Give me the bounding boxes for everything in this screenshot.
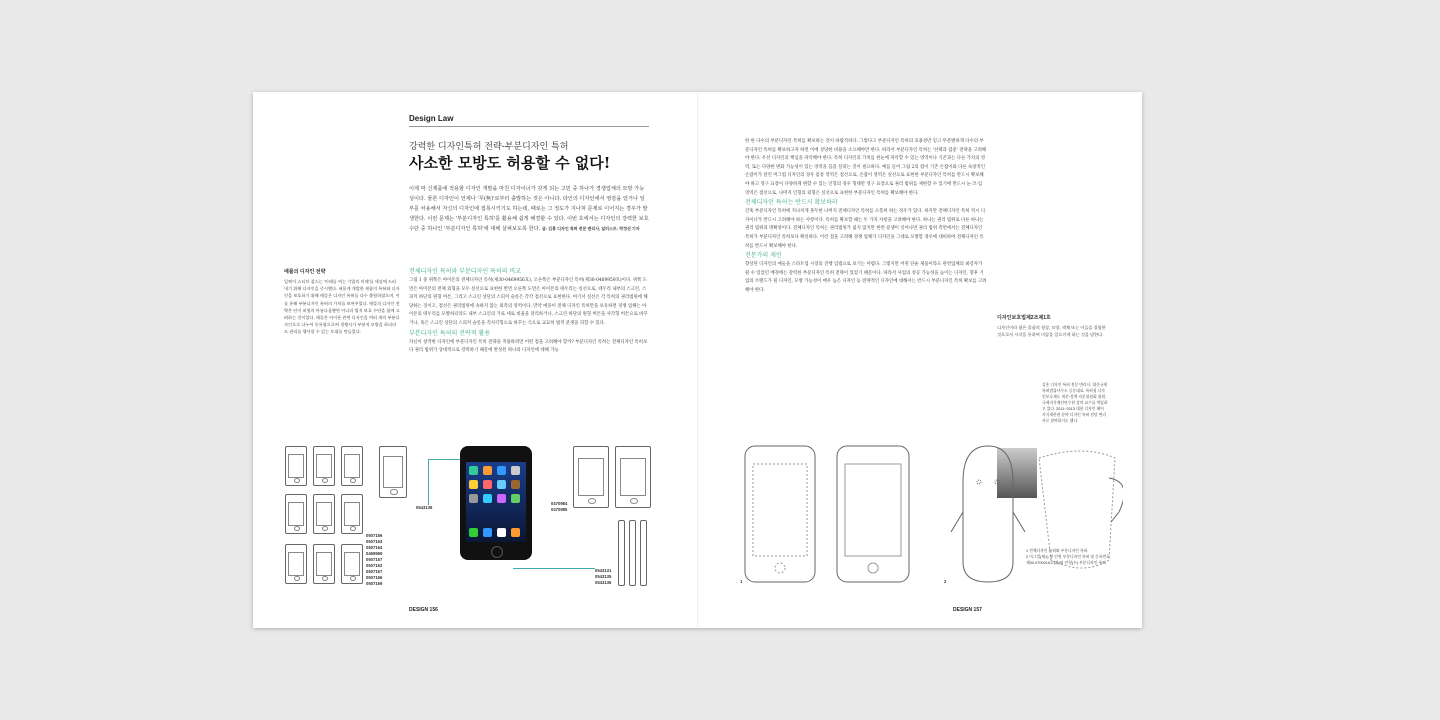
article-lead [409,184,649,234]
left-body-column [409,267,649,356]
body-text-5: 간혹 부분디자인 특허에 지나치게 몰두한 나머지 전체디자인 특허를 소홀히 하는 경우가 있다. 하지만 전체디자인 특허 역시 디자이너가 반드시 고려해야 하는 사항이다. 특허를 확보할 때는 두 가지 사항을 고려해야 한다. 하나는 권리 범위로 다른 하나는 권리 범위의 명확성이다. 전체디자인 특허는 권리범위가 넓지 않지만 한번 분쟁이 일어나면 권리 범위 측면에서는 전체디자인 특허가 부분디자인 특허보다 확실하다. 이런 점을 고려해 경쟁 업체가 디자인을 그대로 모방할 경우에 대비하여 전체디자인 특허를 반드시 확보해야 한다. [745,209,986,249]
body-text-3: 한 한 다수의 부분디자인 특허를 확보하는 것이 바람직하다. 그렇다고 부분디자인 특허의 효용성만 믿고 무분별하게 다수의 부분디자인 특허를 확보하고자 하면 이에 상당한 비용을 소요해야만 한다. 따라서 부분디자인 특허는 '선택과 집중' 전략을 고려해야 한다. 우선 디자인의 핵심을 파악해야 한다. 특허 디자인의 가치를 한눈에 파악할 수 있는 영역이나 기존과는 다른 가치의 영역, 또는 다양한 변화 가능성이 있는 영역을 꼼꼼 살피는 것이 필요하다. [745,139,987,170]
phone-drawing [341,446,363,486]
figure-label: 0543136 [416,505,433,510]
phone-drawing [341,494,363,534]
phone-outline-drawing [615,446,651,508]
lead-text: 이제 막 신제품에 적용할 디자인 개발을 마친 디자이너가 갖게 되는 고민 중 하나가 경쟁업체의 모방 가능성이다. 물론 디자인이 언제나 '무(無)'로부터 출발하는 것은 아니다. 타인의 디자인에서 영감을 얻거나 일부를 차용해서 자신의 디자인에 접목시키기도 하는데, 때로는 그 정도가 지나쳐 문제로 이어지는 경우가 발생한다. 이런 문제는 '부분디자인 특허'를 활용해 쉽게 해결할 수 있다. 이번 호에서는 디자인의 강력한 보호 수단 중 하나인 '부분디자인 특허'에 대해 살펴보도록 한다. [409,186,649,232]
subheading-1: 전체디자인 특허와 부분디자인 특허의 비교 [409,268,521,275]
sidebar-title: 애플의 디자인 전략 [284,269,326,275]
figure-label: 0470984 0470985 [551,501,568,512]
phone-side-drawing [640,520,647,586]
article-kicker: 강력한 디자인특허 전략-부분디자인 특허 [409,142,569,152]
page-folio-left: DESIGN 156 [409,607,438,613]
figure-captions: 1 전체디자인 특허와 부분디자인 특허. 2 머그컵(제1) 및 인형 부분디자인 특허 및 등록번호 제30-0700019호(좌)와 인형(우) 부분디자인 특허. [1026,549,1110,565]
phone-drawing [285,446,307,486]
phone-side-drawing [629,520,636,586]
section-label: Design Law [409,114,454,123]
phone-drawing [313,544,335,584]
figure-number-list: 0507156 0507163 0507164 0469969 0507157 0507162 0507167 0507166 0507169 [366,533,383,586]
phone-outline-drawing [573,446,609,508]
home-button [491,546,503,558]
figure-label: 0543131 0543135 0543136 [595,568,612,585]
subheading-2: 부분디자인 특허의 전략적 활용 [409,329,491,337]
body-text-4: 예를 들어 그림 2의 컵이 기존 손잡이와 다른 독창적인 손잡이가 달린 머그컵 디자인의 경우 몸통 영역은 점선으로, 손잡이 영역은 실선으로 표현한 부분디자인 특허를 반드시 확보해야 하고 영구 표장이 다양하게 변할 수 있는 인형의 경우 형태만 영구 표장으로 권리 범위를 제한할 수 있기에 반드시 눈·코·입 영역은 점선으로, 나머지 인형의 외형은 실선으로 표현한 부분디자인 특허를 확보해야 한다. [745,164,985,196]
phone-drawing [285,494,307,534]
body-text-6: 향상된 디자인의 예술을 스타트업 시장의 진행 입법으로 보기는 어렵다. 그렇지만 어떤 단순 제품이라도 관련업체의 최강자가 될 수 있었던 배경에는 강력한 부분디자인 특허 전략이 있었기 때문이다. 따라서 사업의 성공 가능성을 높이는 디자인, 향후 기업의 브랜드가 될 디자인, 모방 가능성이 매우 높은 디자인 등 전략적인 디자인에 대해서는 반드시 부분디자인 특허 확보를 고려해야 한다. [745,262,987,293]
phone-outline-drawing [379,446,407,498]
figure-phone-drawings [741,442,931,592]
phone-drawing [285,544,307,584]
phone-drawing [313,494,335,534]
phone-drawing [341,544,363,584]
sidebar-text: 일찍이 스티브 잡스는 '미래를 여는 기업의 미래'를 세상에 드러내기 위해 디자인을 중시했다. 새롭게 개발한 제품의 특허와 디자인을 보호하기 위해 애플은 디자인 특허를 다수 출원하였으며, 이를 통해 부분디자인 특허의 가치를 보여주었다. 애플의 디자인 전략은 단지 외형의 아름다움뿐만 아니라 법적 보호 수단을 함께 고려하는 것이었다. 애플은 아이폰 관련 디자인을 여러 개의 부분디자인으로 나누어 등록함으로써 경쟁사가 부분적 모방을 하더라도 권리를 행사할 수 있는 토대를 만들었다. [284,279,400,335]
figure-number: 2 [944,579,947,584]
subheading-3: 전체디자인 특허는 반드시 확보하라 [745,199,838,207]
figure-number: 1 [740,579,743,584]
article-title: 사소한 모방도 허용할 수 없다! [409,154,611,172]
byline: 글: 김홍 디자인 특허 전문 변리사, 일러스트: 박정선 기자 [541,226,640,231]
body-text-2: 자신이 창작한 디자인에 부분디자인 특허 전략을 적용하려면 어떤 점을 고려해야 할까? 부분디자인 특허는 전체디자인 특허보다 권리 범위가 상대적으로 강력하기 때문에 완성된 하나의 디자인에 대해 가능 [409,339,648,354]
body-text-1: 그림 1 중 위쪽은 아이폰의 전체디자인 특허(제30-0469956호), 오른쪽은 부분디자인 특허(제30-0469959호)이다. 위쪽 도면은 아이폰의 전체 외형을 모두 실선으로 표현한 반면 오른쪽 도면은 아이폰의 테두리는 실선으로, 테두리 내부의 스크린, 스피커 하단의 원형 버튼, 그리고 스크린 상단의 스피커 슬롯은 각각 점선으로 표현한다. 여기서 실선은 각 특허의 권리범위에 해당하는 것이고, 점선은 권리범위에 속하지 않는 외측의 영역이다. 만약 애플이 전체 디자인 특허만을 보유하면 경쟁 업체는 아이폰의 테두리를 모방하더라도 내부 스크린의 가로 세로 비율을 달리하거나, 스크린 하단의 원형 버튼을 사각형 버튼으로 바꾸거나, 혹은 스크린 상단의 스피커 슬롯을 직사각형으로 바꾸는 식으로 교묘히 법적 분쟁을 피할 수 있다. [409,278,648,326]
page-folio-right: DESIGN 157 [953,607,982,613]
page-gutter [697,92,699,628]
leader-line [428,459,429,505]
leader-line [428,459,460,460]
phone-side-drawing [618,520,625,586]
header-rule [409,126,649,127]
author-bio: 김홍 디자인 특허 전문 변리사. 대신국제특허법률사무소 공동대표. 특허청 디자인보호제도 개선·정책 자문위원회 위원, 국제지식재산연수원 강의 교수를 역임하고 있다. 2011~2013 대한 디자인 페어 지식재산권 분야 디자인 특허 전담 변리사로 참여하기도 했다. [1042,383,1108,423]
right-body-column [745,138,987,296]
figure-doll-cup-drawings [943,442,1123,592]
definition-text: 디자인이라 함은 물품의 형상, 모양, 색채 또는 이들을 결합한 것으로서 시각을 통하여 미감을 일으키게 하는 것을 말한다. [997,325,1106,338]
phone-screen [466,462,526,542]
magazine-spread [253,92,1142,628]
subheading-4: 전문가의 제언 [745,252,782,260]
definition-title: 디자인보호법제2조제1호 [997,315,1051,321]
phone-drawing [313,446,335,486]
iphone-photo [460,446,532,560]
leader-line [513,568,595,569]
